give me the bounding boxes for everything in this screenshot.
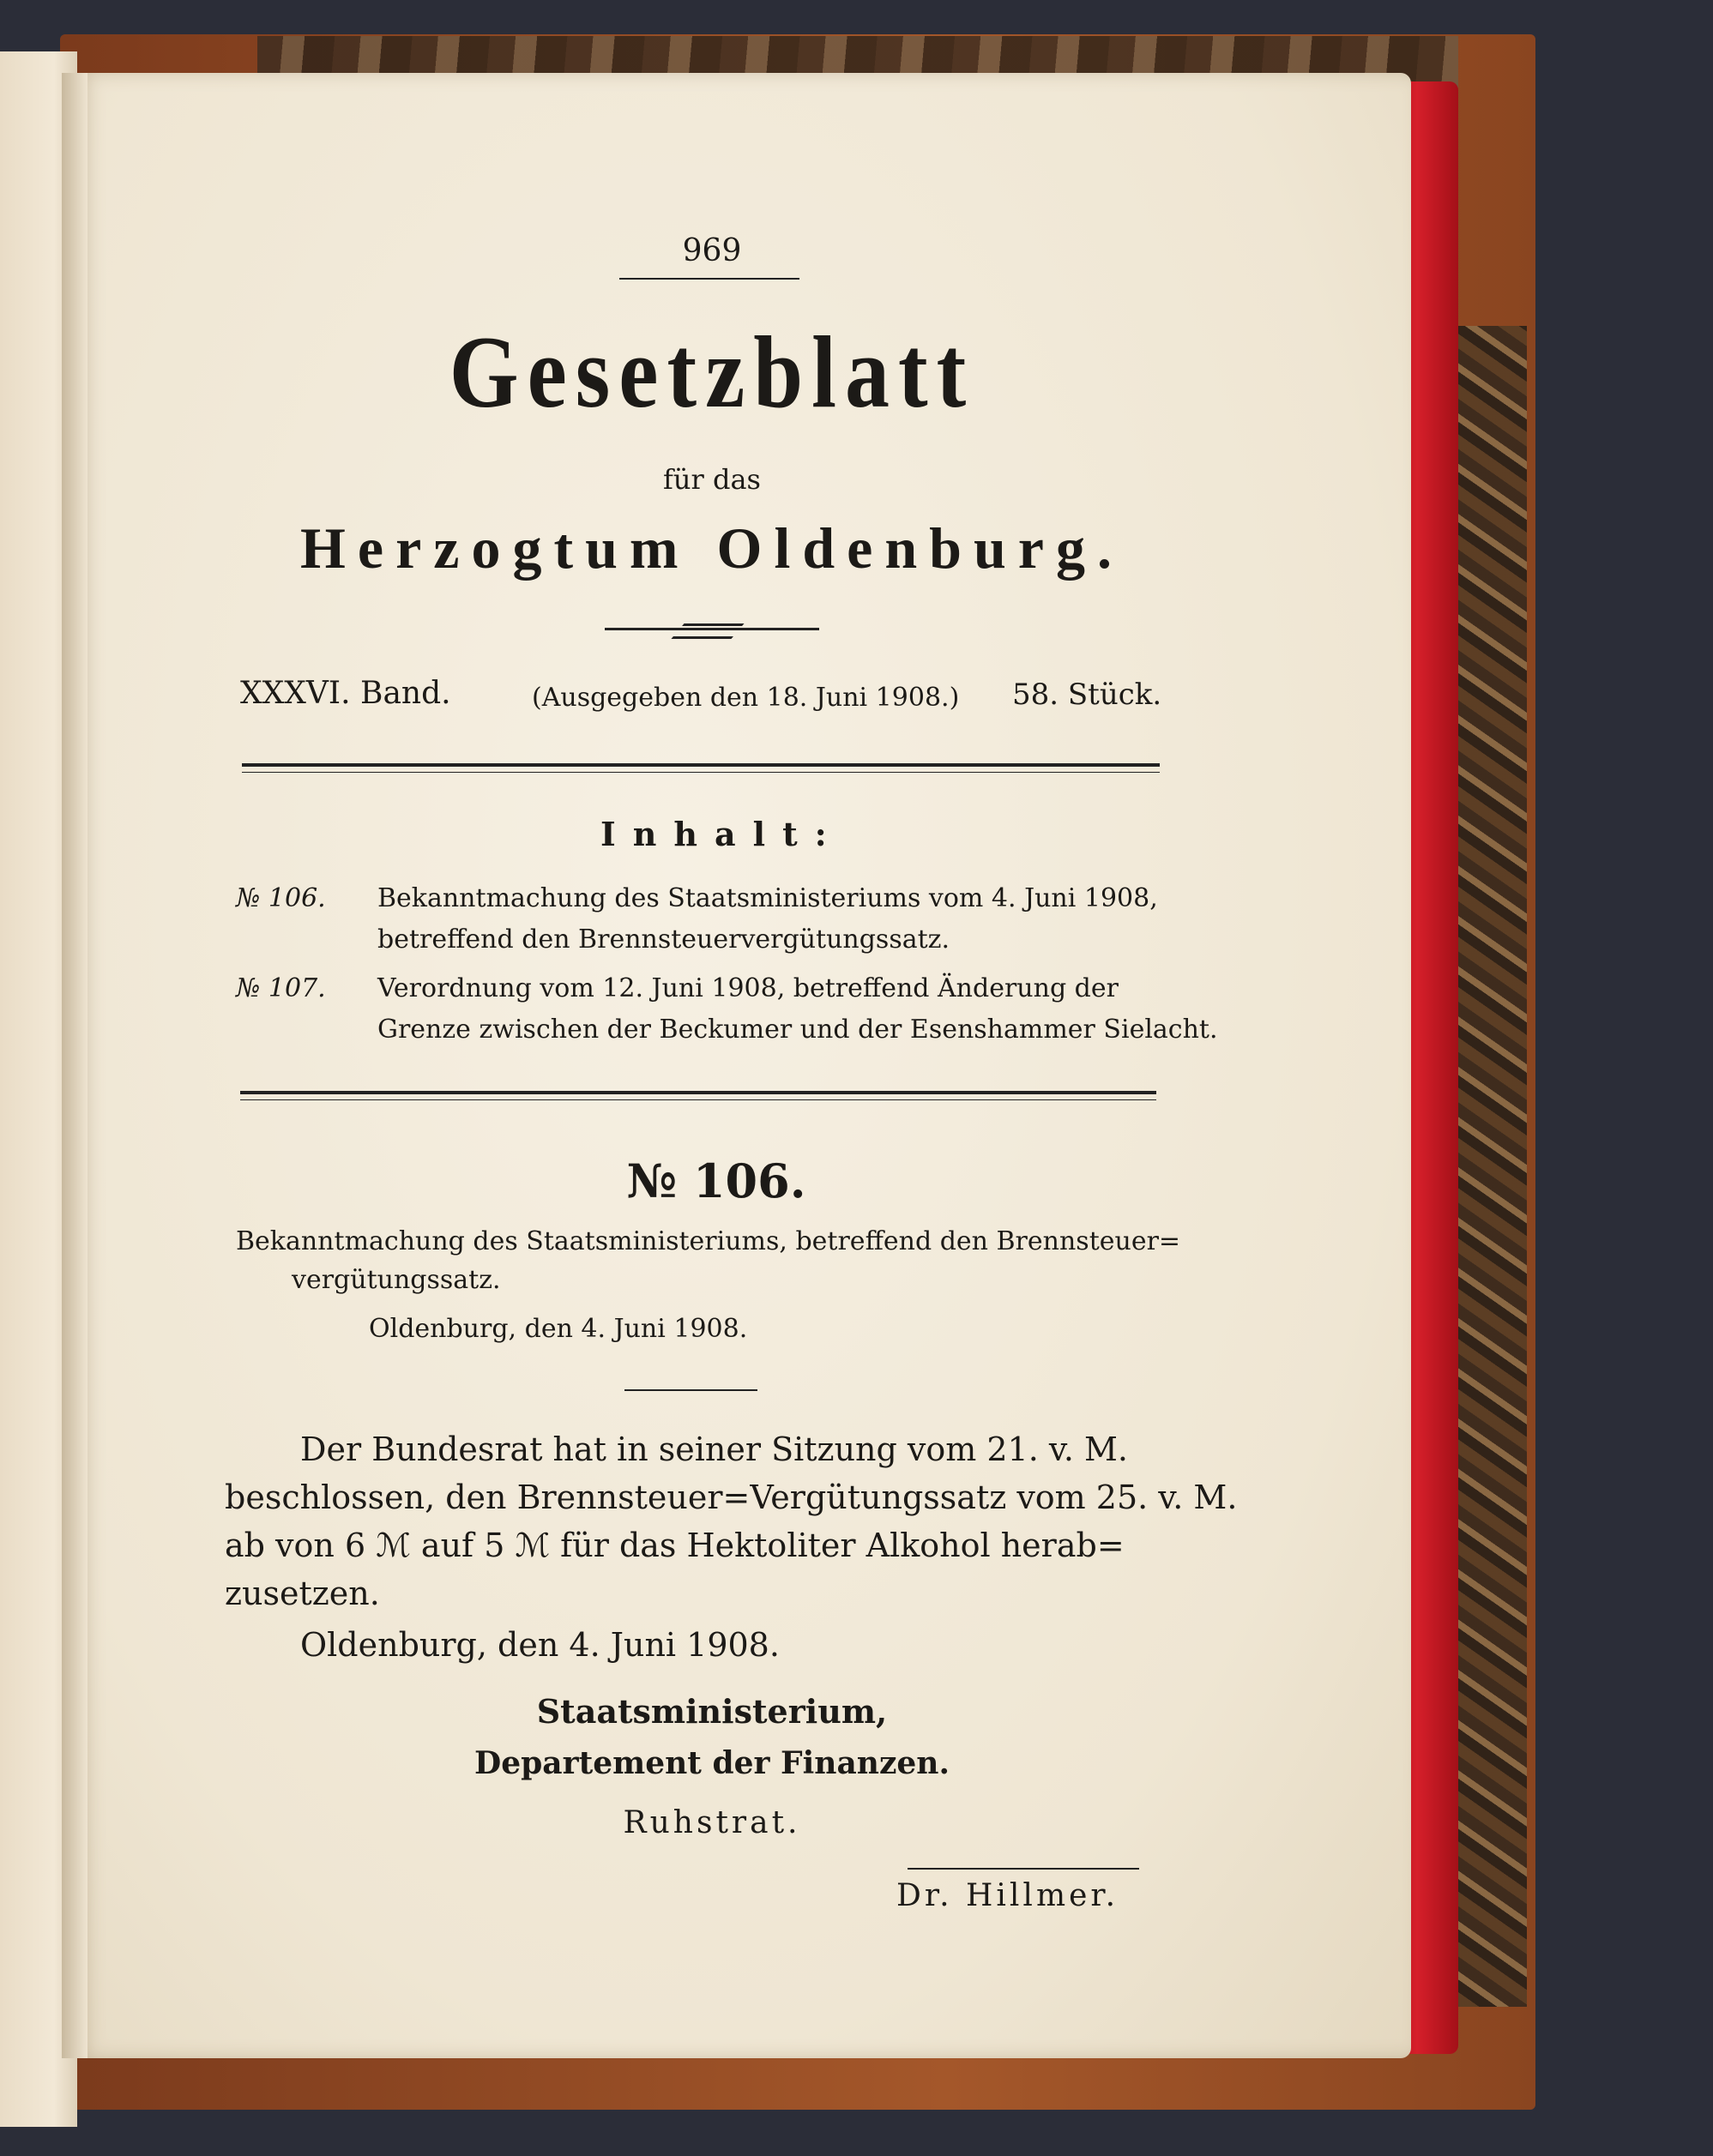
double-rule-top-thin	[242, 772, 1160, 773]
contents-entry-text: Bekanntmachung des Staatsministeriums vom 4. Juni 1908,	[377, 883, 1158, 913]
contents-heading: Inhalt:	[600, 815, 844, 853]
authority: Staatsministerium,	[536, 1692, 888, 1731]
section-rule	[624, 1389, 757, 1391]
signatory: Ruhstrat.	[623, 1805, 801, 1840]
page-number: 969	[682, 233, 742, 268]
countersign-rule	[908, 1868, 1139, 1870]
body-line: beschlossen, den Brennsteuer=Vergütungssatz vom 25. v. M.	[225, 1478, 1238, 1516]
double-rule-top	[242, 763, 1160, 767]
countersign: Dr. Hillmer.	[896, 1878, 1119, 1913]
document-heading-cont: vergütungssatz.	[292, 1265, 501, 1295]
masthead-subtitle-small: für das	[663, 463, 761, 496]
double-rule-bottom-thin	[240, 1099, 1156, 1100]
document-number: № 106.	[626, 1153, 806, 1208]
document-place-date: Oldenburg, den 4. Juni 1908.	[369, 1314, 748, 1344]
marbled-binding-side	[1458, 326, 1527, 2007]
contents-entry-number: № 106.	[236, 883, 326, 913]
department: Departement der Finanzen.	[474, 1745, 950, 1781]
contents-entry-text: Grenze zwischen der Beckumer und der Esenshammer Sielacht.	[377, 1015, 1218, 1045]
body-line: Der Bundesrat hat in seiner Sitzung vom 21. v. M.	[300, 1430, 1128, 1468]
issue-piece: 58. Stück.	[1012, 678, 1162, 712]
contents-entry-text: Verordnung vom 12. Juni 1908, betreffend Änderung der	[377, 973, 1119, 1003]
masthead-title: Gesetzblatt	[449, 316, 975, 430]
closing-date: Oldenburg, den 4. Juni 1908.	[300, 1626, 780, 1664]
document-heading: Bekanntmachung des Staatsministeriums, betreffend den Brennsteuer=	[236, 1226, 1181, 1256]
issue-date: (Ausgegeben den 18. Juni 1908.)	[532, 683, 960, 713]
double-rule-bottom	[240, 1091, 1156, 1094]
masthead-subtitle: Herzogtum Oldenburg.	[300, 515, 1124, 581]
page-number-rule	[619, 278, 799, 280]
page-gutter	[62, 73, 87, 2058]
contents-entry-number: № 107.	[236, 973, 326, 1003]
body-line: zusetzen.	[225, 1575, 380, 1612]
body-line: ab von 6 ℳ auf 5 ℳ für das Hektoliter Alkohol herab=	[225, 1527, 1125, 1564]
volume-label: XXXVI. Band.	[240, 676, 451, 711]
contents-entry-text: betreffend den Brennsteuervergütungssatz.	[377, 924, 950, 955]
